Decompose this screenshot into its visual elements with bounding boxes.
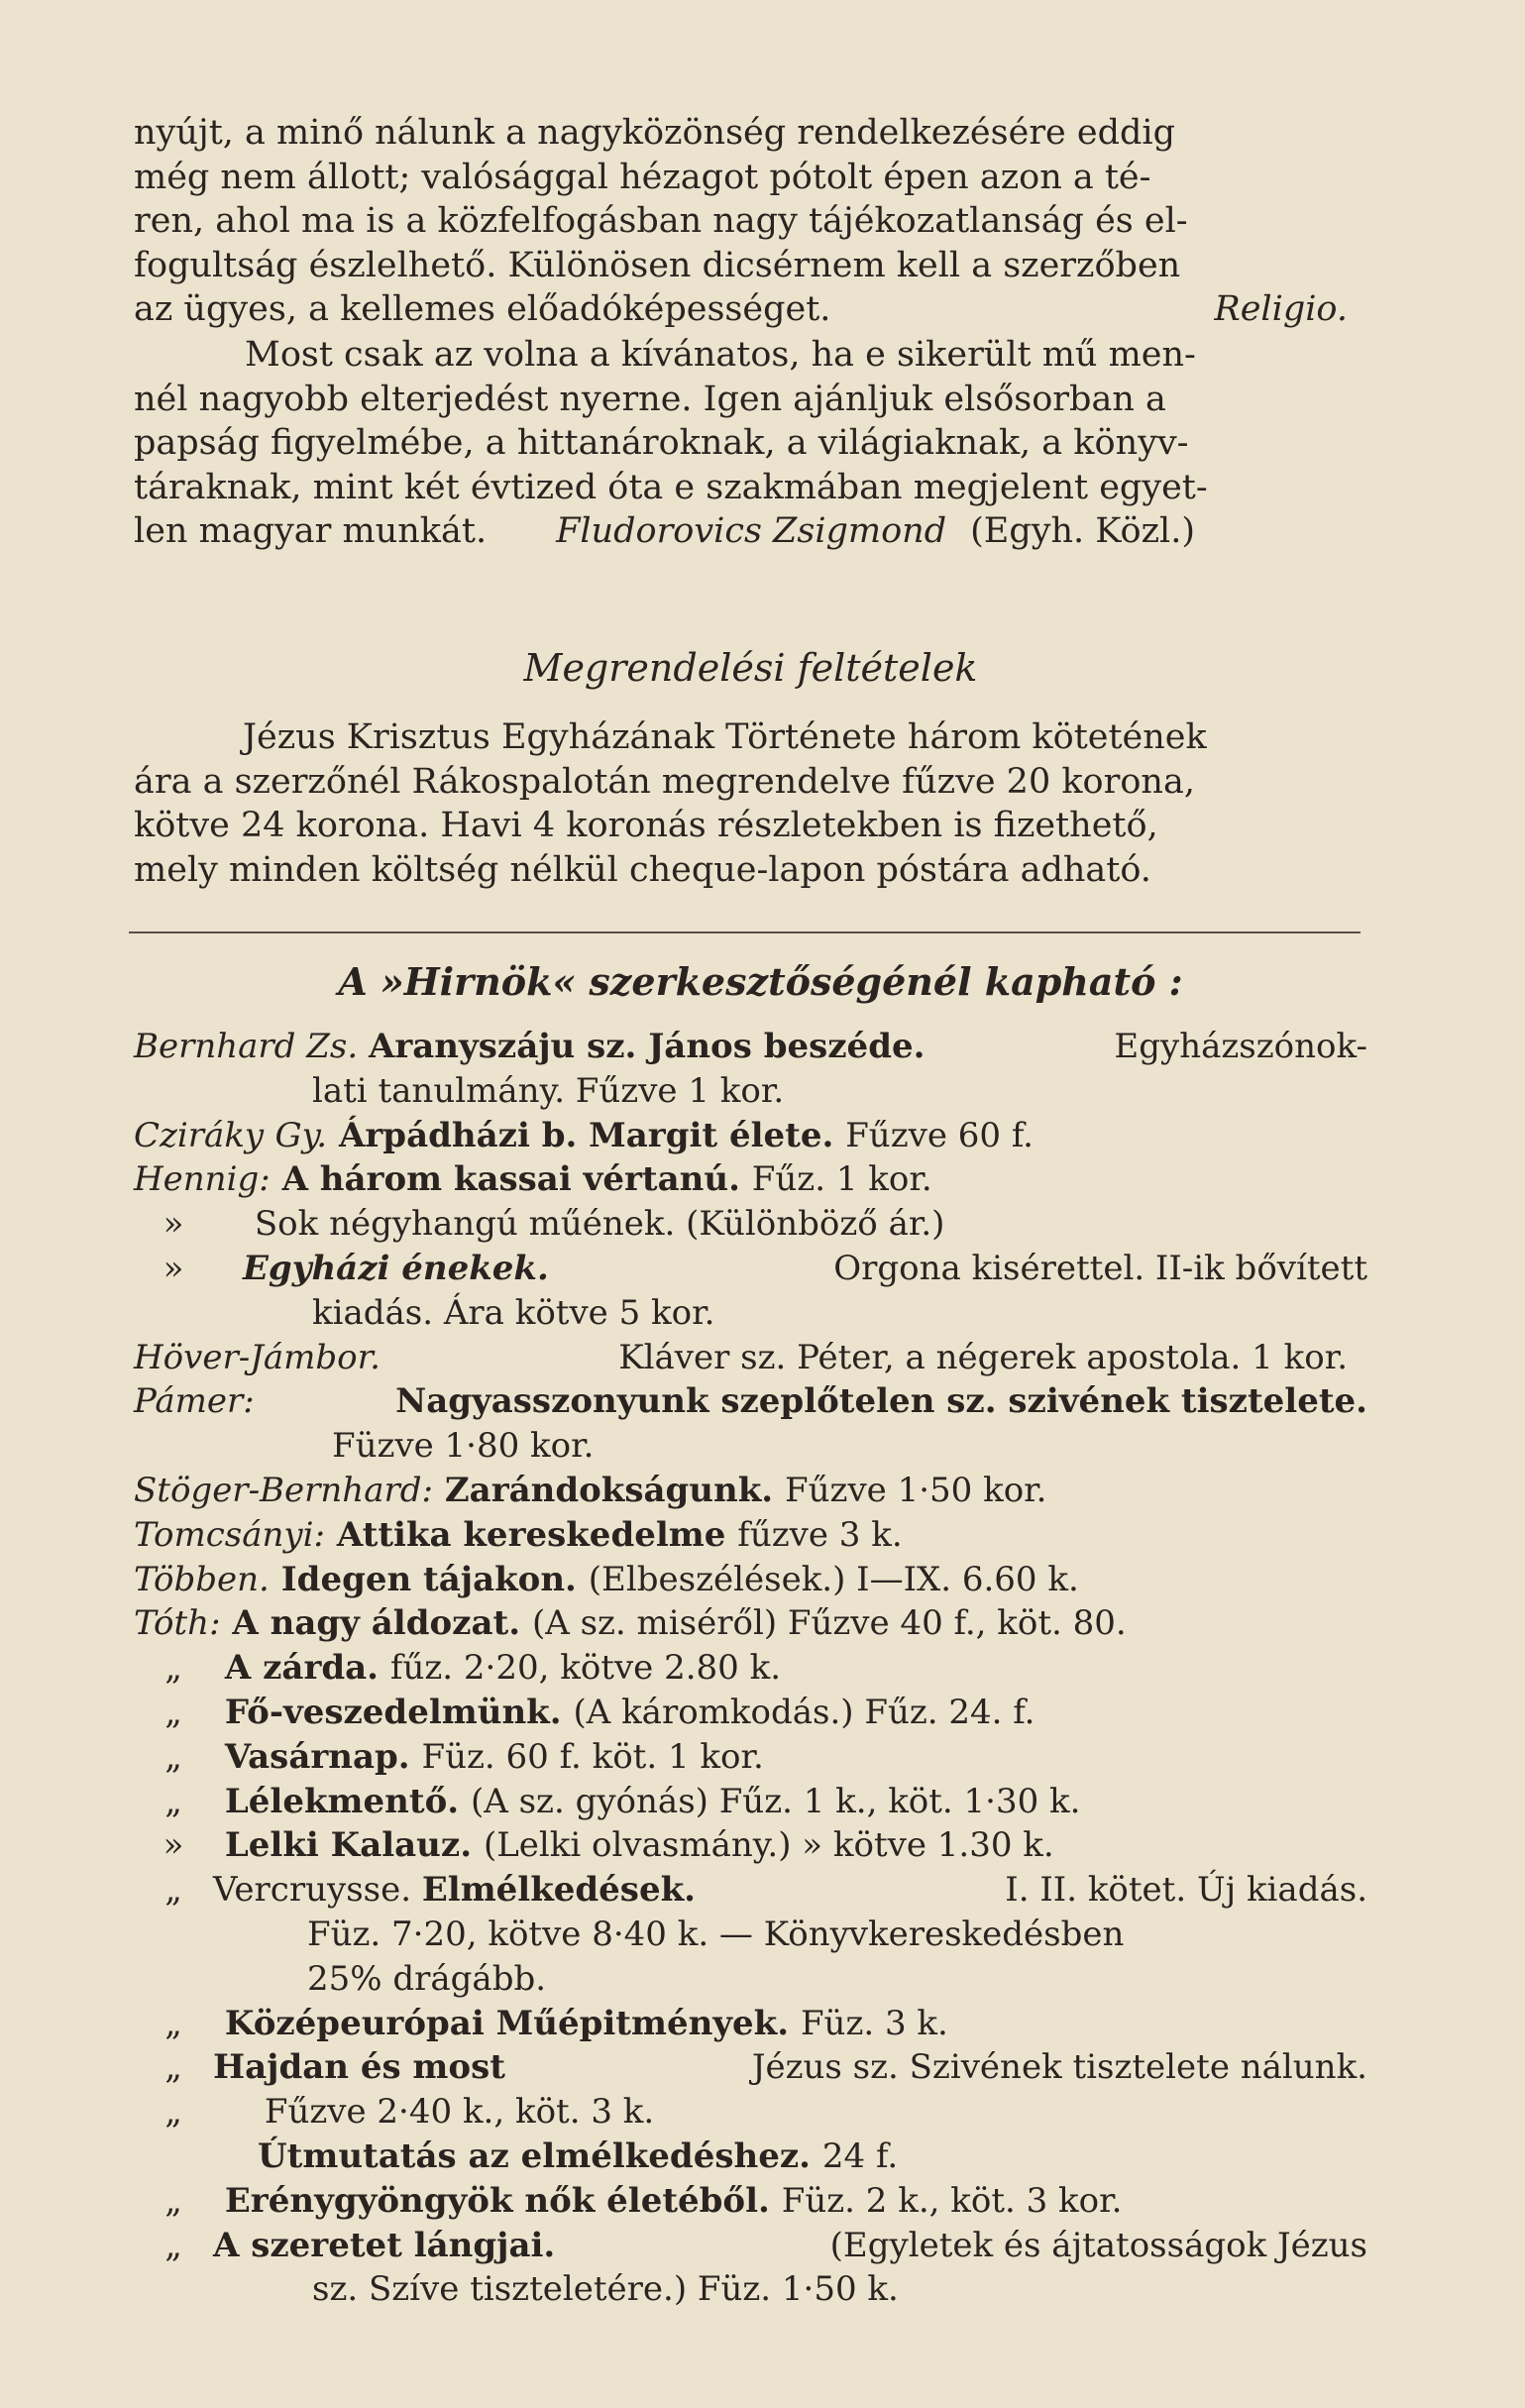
entry-title: Kláver sz. Péter, a négerek apostola. 1 kor.: [618, 1337, 1348, 1377]
list-item: [134, 1379, 1367, 1469]
review-paragraph: [134, 111, 1367, 332]
entry-title: Elmélkedések.: [421, 1870, 696, 1911]
list-item: [134, 1469, 1367, 1513]
ditto-mark: „: [164, 1781, 182, 1821]
entry-continuation: Füz. 7·20, kötve 8·40 k. — Könyvkereskedésben: [307, 1914, 1125, 1954]
text: ára a szerzőnél Rákospalotán megrendelve fűzve 20 korona,: [134, 761, 1195, 802]
entry-title: A nagy áldozat.: [232, 1603, 521, 1644]
text-line: [134, 111, 1367, 156]
list-item: [134, 2090, 1367, 2134]
entry-details: fűzve 3 k.: [737, 1514, 903, 1555]
list-item: [134, 1780, 1367, 1824]
entry-details: fűz. 2·20, kötve 2.80 k.: [389, 1648, 782, 1689]
entry-author: Czirákу Gy.: [134, 1115, 328, 1155]
order-paragraph: [134, 715, 1367, 892]
text: ren, ahol ma is a közfelfogásban nagy tájékozatlanság és el-: [134, 201, 1188, 242]
list-item: [134, 1868, 1367, 2001]
divider: [129, 931, 1361, 933]
entry-continuation: Füzve 1·80 kor.: [332, 1426, 595, 1467]
text-line: [134, 466, 1367, 510]
text-line: [134, 199, 1367, 244]
entry-details: (Egyletek és ájtatosságok Jézus: [829, 2225, 1367, 2265]
entry-details: Füz. 2 k., köt. 3 kor.: [781, 2180, 1123, 2221]
review-author: Fludorovics Zsigmond: [556, 511, 947, 552]
text-line: [134, 804, 1367, 848]
ditto-mark: „: [164, 2003, 182, 2043]
entry-title: Fő-veszedelmünk.: [224, 1692, 562, 1732]
entry-details: Egyházszónok-: [1114, 1027, 1367, 1066]
ditto-mark: „: [164, 1870, 182, 1911]
entry-title: Nagyasszonyunk szeplőtelen sz. szivének tisztelete.: [395, 1381, 1367, 1422]
ditto-mark: „: [164, 2092, 182, 2133]
text: Jézus Krisztus Egyházának Története három kötetének: [243, 717, 1207, 757]
text-line: [134, 156, 1367, 200]
list-item: [134, 1114, 1367, 1158]
entry-details: Füz. 60 f. köt. 1 kor.: [421, 1736, 764, 1777]
list-item: [134, 2224, 1367, 2313]
entry-author: Többen.: [134, 1559, 270, 1599]
review-source: (Egyh. Közl.): [970, 511, 1195, 552]
entry-details: Jézus sz. Szivének tisztelete nálunk.: [751, 2047, 1367, 2088]
text: mely minden költség nélkül cheque-lapon póstára adható.: [134, 849, 1151, 890]
entry-author: Hennig:: [134, 1159, 271, 1200]
ditto-mark: „: [164, 2225, 182, 2265]
entry-title: Egyházi énekek.: [243, 1248, 549, 1288]
text: fogultság észlelhető. Különösen dicsérnem kell a szerzőben: [134, 245, 1181, 285]
list-item: [134, 1336, 1367, 1380]
review-paragraph-2: [134, 333, 1367, 554]
entry-title: Lelki Kalauz.: [224, 1825, 473, 1866]
ditto-mark: »: [163, 1204, 184, 1245]
entry-details: Füz. 3 k.: [800, 2003, 948, 2043]
ditto-mark: „: [164, 1692, 182, 1732]
entry-title: A három kassai vértanú.: [281, 1159, 740, 1200]
text: len magyar munkát.: [134, 511, 488, 552]
entry-details: (A sz. miséről) Fűzve 40 f., köt. 80.: [531, 1603, 1127, 1644]
list-item: [134, 2134, 1367, 2179]
ditto-mark: »: [163, 1248, 184, 1288]
list-item: [134, 1157, 1367, 1202]
entry-details: (Lelki olvasmány.) » kötve 1.30 k.: [483, 1825, 1054, 1866]
text: nél nagyobb elterjedést nyerne. Igen ajánljuk elsősorban a: [134, 379, 1166, 419]
entry-continuation: kiadás. Ára kötve 5 kor.: [312, 1292, 715, 1333]
entry-author: Tóth:: [134, 1603, 221, 1644]
text: még nem állott; valósággal hézagot pótolt épen azon a té-: [134, 157, 1151, 197]
entry-continuation: lati tanulmány. Fűzve 1 kor.: [312, 1070, 785, 1111]
list-item: [134, 1691, 1367, 1735]
text-line: [134, 715, 1367, 760]
text-line: [134, 244, 1367, 288]
text: táraknak, mint két évtized óta e szakmában megjelent egyet-: [134, 467, 1208, 507]
entry-title: A szeretet lángjai.: [213, 2225, 556, 2265]
entry-details: Fűz. 1 kor.: [751, 1159, 932, 1200]
entry-details: 24 f.: [821, 2135, 899, 2176]
entry-title: Középeurópai Műépitmények.: [224, 2003, 790, 2043]
text: nyújt, a minő nálunk a nagyközönség rendelkezésére eddig: [134, 113, 1176, 153]
list-item: [134, 1202, 1367, 1247]
entry-author: Stöger-Bernhard:: [134, 1470, 433, 1510]
entry-title: Vasárnap.: [224, 1736, 410, 1777]
entry-continuation: sz. Szíve tiszteletére.) Füz. 1·50 k.: [312, 2269, 899, 2310]
text-line: [134, 509, 1367, 554]
text-line: [134, 848, 1367, 893]
entry-title: Lélekmentő.: [224, 1781, 460, 1821]
entry-title: Útmutatás az elmélkedéshez.: [258, 2135, 811, 2176]
entry-details: I. II. kötet. Új kiadás.: [1005, 1870, 1367, 1911]
entry-details: (A káromkodás.) Fűz. 24. f.: [573, 1692, 1035, 1732]
list-item: [134, 1558, 1367, 1602]
order-heading: Megrendelési feltételek: [523, 646, 978, 690]
entry-details: (A sz. gyónás) Fűz. 1 k., köt. 1·30 k.: [470, 1781, 1081, 1821]
list-item: [134, 1025, 1367, 1114]
entry-title: Zarándokságunk.: [444, 1470, 774, 1510]
text-line: [134, 333, 1367, 378]
entry-continuation: 25% drágább.: [307, 1958, 547, 1999]
ditto-mark: „: [164, 2047, 182, 2088]
entry-title: Hajdan és most: [213, 2047, 505, 2088]
ditto-mark: „: [164, 2180, 182, 2221]
list-item: [134, 2179, 1367, 2224]
text-line: [134, 378, 1367, 422]
text: Most csak az volna a kívánatos, ha e sikerült mű men-: [245, 335, 1196, 375]
list-item: [134, 1735, 1367, 1780]
entry-author: Bernhard Zs.: [134, 1027, 359, 1066]
entry-author: Höver-Jámbor.: [134, 1337, 381, 1377]
list-item: [134, 1601, 1367, 1646]
entry-author: Pámer:: [134, 1381, 255, 1422]
entry-details: Fűzve 2·40 k., köt. 3 k.: [264, 2092, 655, 2133]
list-item: [134, 2045, 1367, 2090]
entry-title: Idegen tájakon.: [280, 1559, 577, 1599]
entry-title: Árpádházi b. Margit élete.: [339, 1115, 834, 1155]
text: az ügyes, a kellemes előadóképességet.: [134, 289, 831, 330]
text-line: [134, 760, 1367, 805]
text-line: [134, 287, 1367, 332]
ditto-mark: »: [163, 1825, 184, 1866]
entry-author: Tomcsányi:: [134, 1514, 325, 1555]
entry-title: Sok négyhangú műének. (Különböző ár.): [254, 1204, 945, 1245]
entry-details: (Elbeszélések.) I—IX. 6.60 k.: [588, 1559, 1079, 1599]
entry-details: Fűzve 1·50 kor.: [785, 1470, 1047, 1510]
entry-author: Vercruysse.: [213, 1870, 412, 1911]
entry-details: Orgona kisérettel. II-ik bővített: [833, 1248, 1367, 1288]
ditto-mark: „: [164, 1648, 182, 1689]
text: papság figyelmébe, a hittanároknak, a világiaknak, a könyv-: [134, 423, 1189, 464]
list-item: [134, 2002, 1367, 2046]
entry-details: Fűzve 60 f.: [845, 1115, 1034, 1155]
list-item: [134, 1513, 1367, 1558]
text-line: [134, 421, 1367, 466]
text: kötve 24 korona. Havi 4 koronás részletekben is fizethető,: [134, 806, 1158, 846]
catalog-list: [134, 1025, 1367, 2312]
entry-title: Aranyszáju sz. János beszéde.: [368, 1027, 926, 1066]
entry-title: A zárda.: [224, 1648, 379, 1689]
entry-title: Erénygyöngyök nők életéből.: [224, 2180, 770, 2221]
entry-title: Attika kereskedelme: [336, 1514, 726, 1555]
list-item: [134, 1823, 1367, 1868]
ditto-mark: „: [164, 1736, 182, 1777]
review-source: Religio.: [1214, 289, 1348, 330]
list-item: [134, 1247, 1367, 1336]
catalog-heading: A »Hirnök« szerkesztőségénél kapható :: [338, 959, 1183, 1004]
list-item: [134, 1646, 1367, 1691]
